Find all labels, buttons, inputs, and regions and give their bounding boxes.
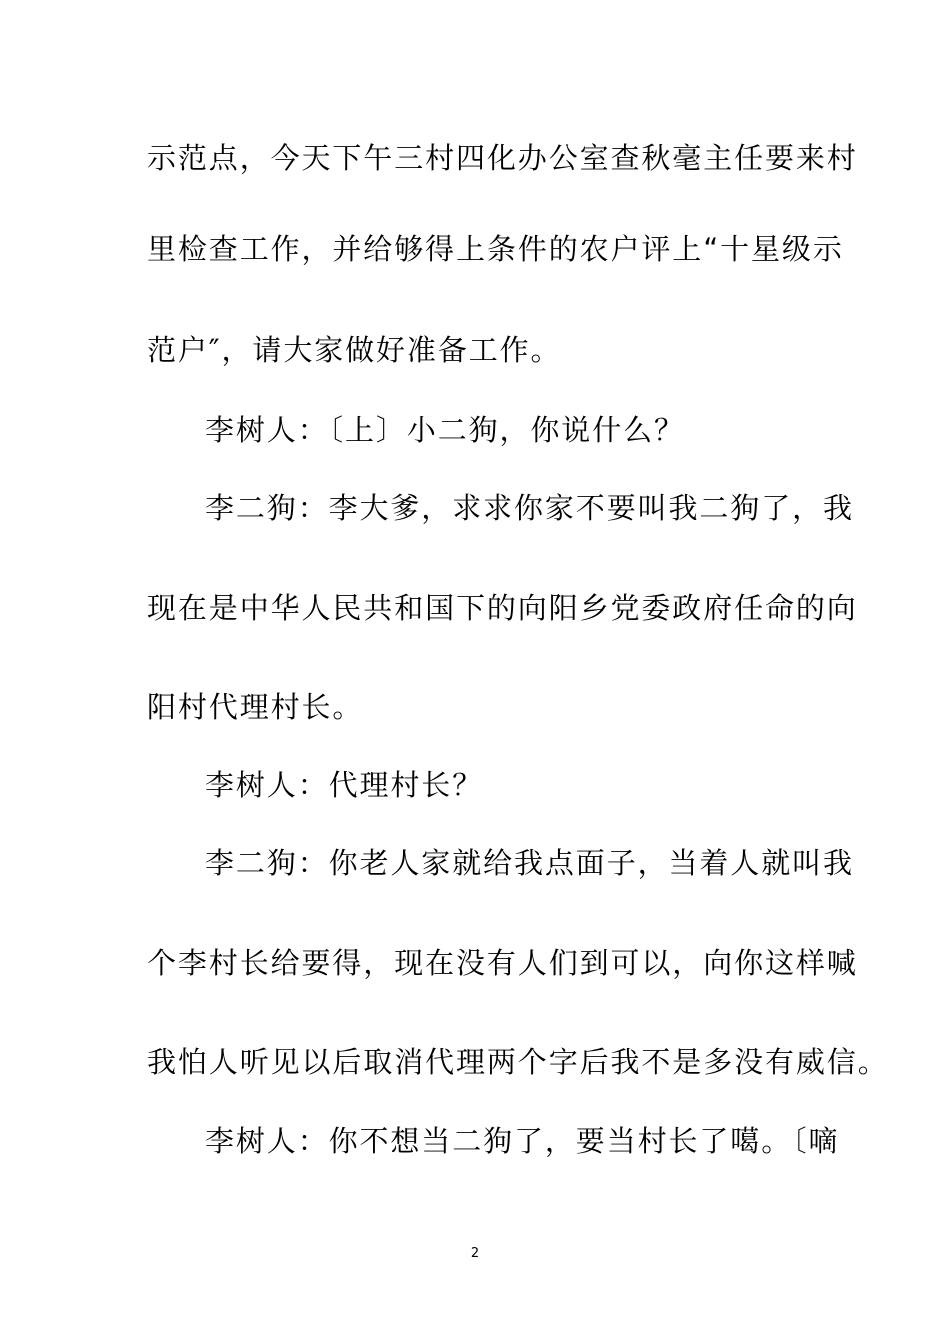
- dialogue-line: 李二狗：李大爹，求求你家不要叫我二狗了，我: [205, 491, 854, 525]
- text-line: 里检查工作，并给够得上条件的农户评上“十星级示: [147, 232, 844, 266]
- dialogue-line: 李树人：代理村长？: [205, 768, 484, 802]
- text-line: 个李村长给要得，现在没有人们到可以，向你这样喊: [147, 946, 858, 980]
- text-line: 阳村代理村长。: [147, 690, 364, 724]
- page-number: 2: [470, 1246, 480, 1261]
- text-line: 示范点，今天下午三村四化办公室查秋毫主任要来村: [147, 141, 858, 175]
- text-line: 范户″，请大家做好准备工作。: [147, 333, 562, 367]
- dialogue-line: 李树人：〔上〕小二狗，你说什么？: [205, 413, 685, 447]
- dialogue-line: 李树人：你不想当二狗了，要当村长了噶。〔嘀: [205, 1124, 840, 1158]
- text-line: 我怕人听见以后取消代理两个字后我不是多没有威信。: [147, 1045, 889, 1079]
- text-line: 现在是中华人民共和国下的向阳乡党委政府任命的向: [147, 591, 858, 625]
- dialogue-line: 李二狗：你老人家就给我点面子，当着人就叫我: [205, 846, 854, 880]
